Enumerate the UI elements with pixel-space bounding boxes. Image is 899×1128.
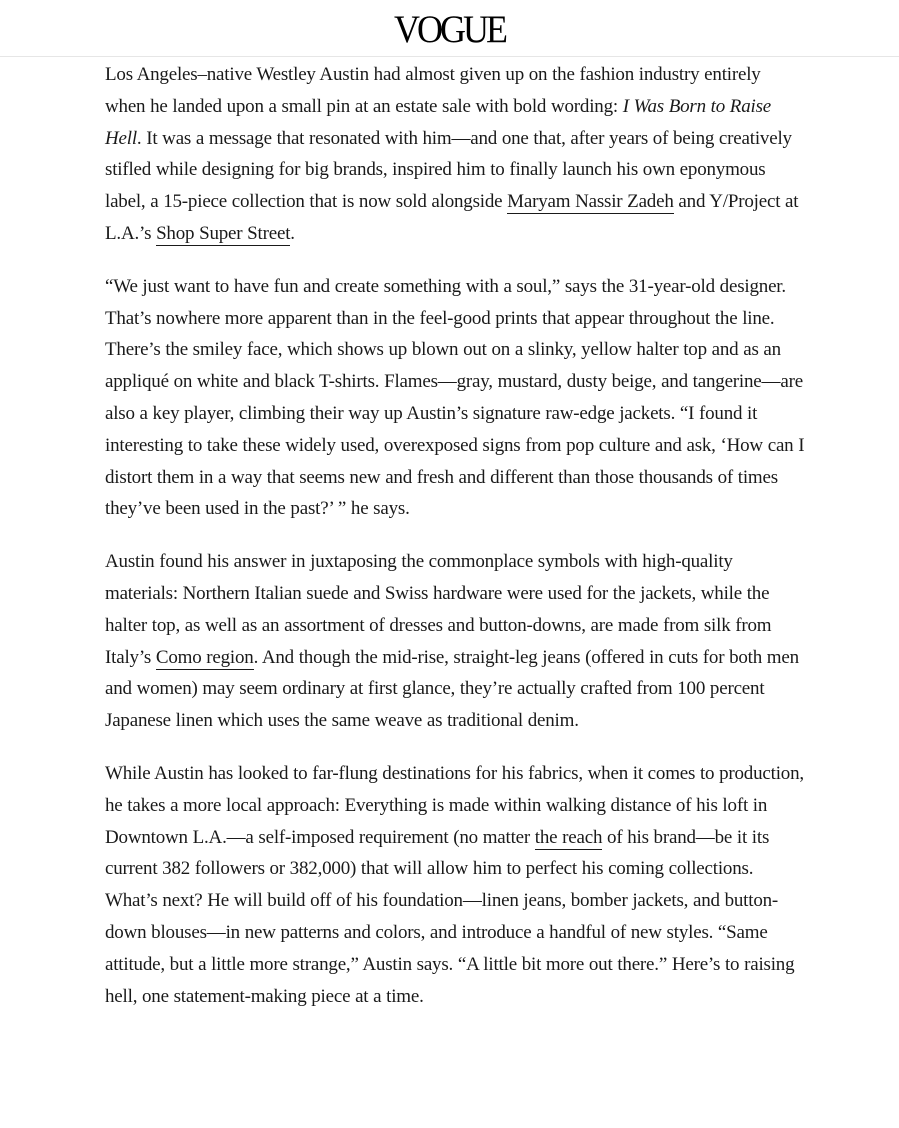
paragraph-text: Los Angeles–native Westley Austin had almost given up on the fashion industry entirely when he landed upon a small pin at an estate sale with bold wording: xyxy=(105,64,761,117)
paragraph-text: “We just want to have fun and create something with a soul,” says the 31-year-old designer. That’s nowhere more apparent than in the feel-good prints that appear throughout the line. There’s the smiley face, which shows up blown out on a slinky, yellow halter top and as an appliqué on white and black T-shirts. Flames—gray, mustard, dusty beige, and tangerine—are also a key player, climbing their way up Austin’s signature raw-edge jackets. “I found it interesting to take these widely used, overexposed signs from pop culture and ask, ‘How can I distort them in a way that seems new and fresh and different than those thousands of times they’ve been used in the past?’ ” he says. xyxy=(105,275,805,520)
paragraph-text: and Y/Project at L.A.’s xyxy=(105,191,799,244)
link-the-reach[interactable]: the reach xyxy=(534,826,603,848)
paragraph-text: of his brand—be it its current 382 followers or 382,000) that will allow him to perfect his coming collections. What’s next? He will build off of his foundation—linen jeans, bomber jackets, and button-down blouses—in new patterns and colors, and introduce a handful of new styles. “Same attitude, but a little more strange,” Austin says. “A little bit more out there.” Here’s to raising hell, one statement-making piece at a time. xyxy=(105,826,795,1007)
article-paragraph-1 xyxy=(105,59,805,250)
paragraph-text: . xyxy=(290,222,295,244)
paragraph-text: Austin found his answer in juxtaposing the commonplace symbols with high-quality materials: Northern Italian suede and Swiss hardware were used for the jackets, while the halter top, as well as an assortment of dresses and button-downs, are made from silk from Italy’s xyxy=(105,551,772,668)
article-body xyxy=(105,59,805,1033)
paragraph-text: . It was a message that resonated with him—and one that, after years of being creatively stifled while designing for big brands, inspired him to finally launch his own eponymous label, a 15-piece collection that is now sold alongside xyxy=(105,127,792,213)
article-paragraph-3 xyxy=(105,546,805,737)
article-paragraph-4 xyxy=(105,758,805,1012)
link-shop-super-street[interactable]: Shop Super Street xyxy=(156,222,291,244)
link-como-region[interactable]: Como region xyxy=(155,646,254,668)
link-maryam-nassir-zadeh[interactable]: Maryam Nassir Zadeh xyxy=(507,191,674,213)
paragraph-text: . And though the mid-rise, straight-leg jeans (offered in cuts for both men and women) may seem ordinary at first glance, they’re actually crafted from 100 percent Japanese linen which uses the same weave as traditional denim. xyxy=(105,646,799,732)
paragraph-text: While Austin has looked to far-flung destinations for his fabrics, when it comes to production, he takes a more local approach: Everything is made within walking distance of his loft in Downtown L.A.—a self-imposed requirement (no matter xyxy=(105,762,804,848)
vogue-logo[interactable]: VOGUE xyxy=(394,7,505,51)
pin-wording: I Was Born to Raise Hell xyxy=(105,95,772,149)
article-paragraph-2 xyxy=(105,271,805,525)
site-header xyxy=(0,0,899,57)
